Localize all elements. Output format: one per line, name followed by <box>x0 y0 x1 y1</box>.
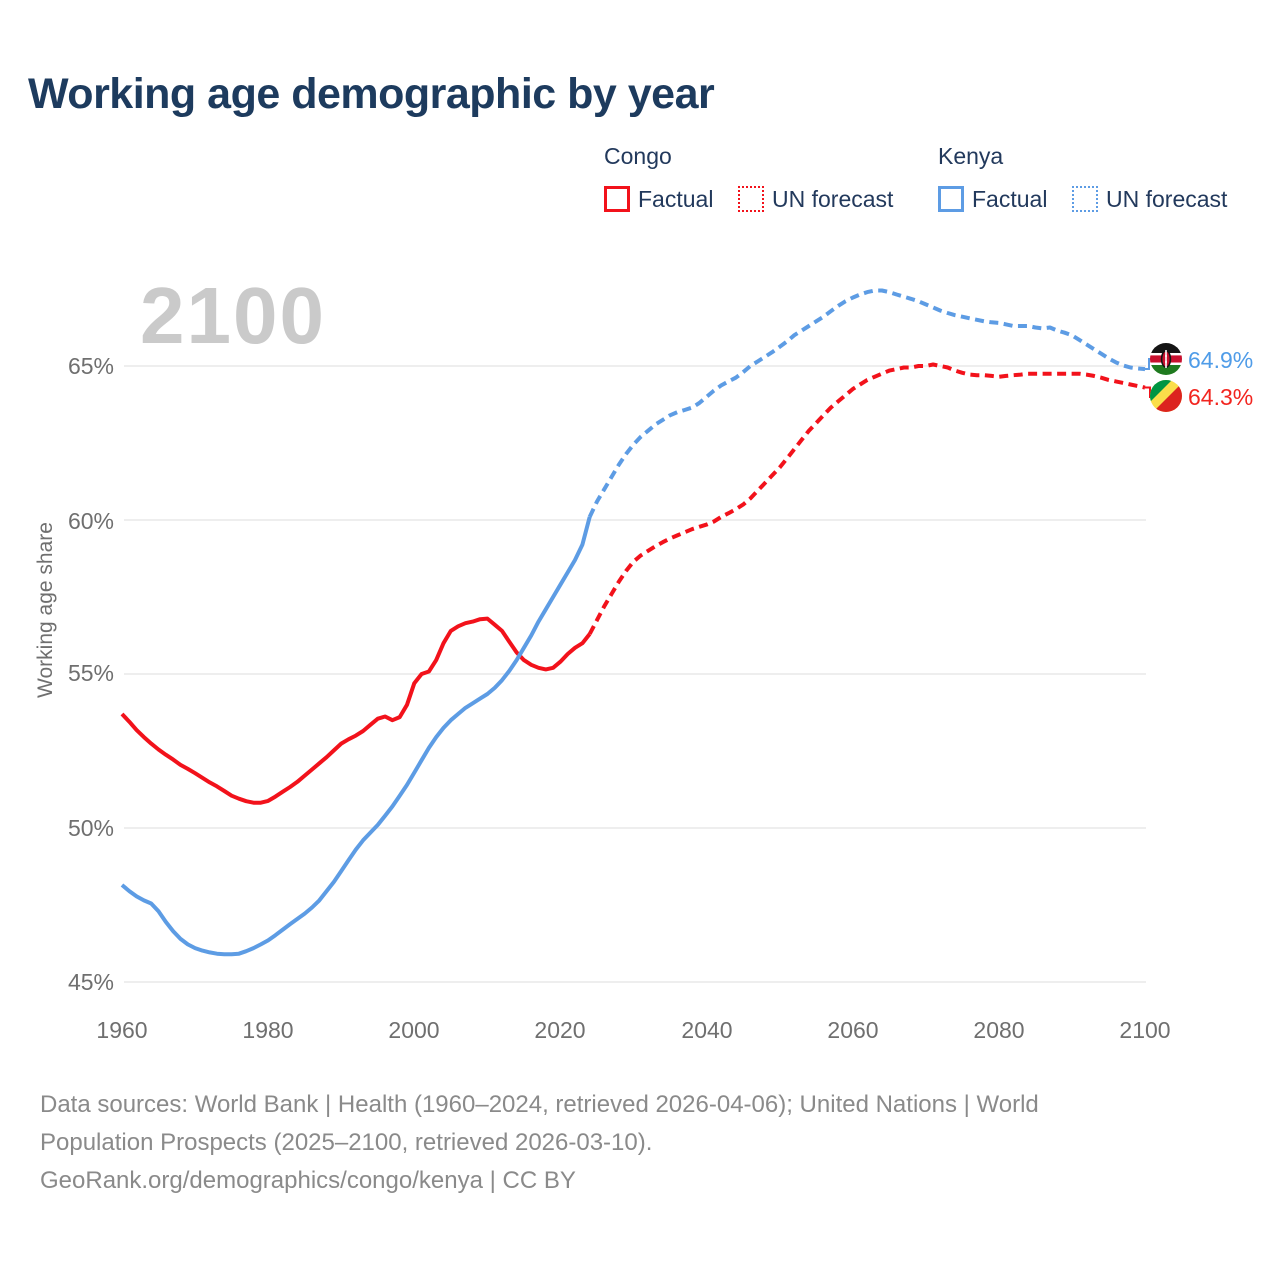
kenya-end-value-label: 64.9% <box>1188 347 1254 373</box>
congo-end-value-label: 64.3% <box>1188 384 1254 410</box>
x-tick-2100: 2100 <box>1119 1017 1171 1043</box>
y-tick-65: 65% <box>67 353 114 379</box>
kenya-flag-icon <box>1150 343 1182 375</box>
data-sources-line2: Population Prospects (2025–2100, retrieved 2026-03-10). <box>40 1129 653 1156</box>
attribution: GeoRank.org/demographics/congo/kenya | CC BY <box>40 1167 576 1194</box>
x-tick-1980: 1980 <box>242 1017 294 1043</box>
y-tick-60: 60% <box>67 508 114 534</box>
year-watermark: 2100 <box>140 271 326 360</box>
y-tick-55: 55% <box>67 660 114 686</box>
y-tick-50: 50% <box>67 815 114 841</box>
x-tick-2080: 2080 <box>973 1017 1025 1043</box>
y-tick-45: 45% <box>67 969 114 995</box>
kenya-forecast-line <box>590 291 1145 517</box>
congo-factual-line <box>122 619 590 803</box>
legend-kenya-factual-label: Factual <box>972 186 1048 212</box>
x-tick-2000: 2000 <box>388 1017 440 1043</box>
congo-forecast-line <box>590 365 1145 635</box>
gridlines <box>124 366 1146 982</box>
x-tick-2040: 2040 <box>681 1017 733 1043</box>
congo-flag-icon <box>1150 380 1182 412</box>
legend-group-congo: Congo <box>604 143 672 169</box>
page-title: Working age demographic by year <box>28 70 715 118</box>
data-sources-line1: Data sources: World Bank | Health (1960–2024, retrieved 2026-04-06); United Nations | World <box>40 1091 1039 1118</box>
legend-congo-forecast-label: UN forecast <box>772 186 894 212</box>
legend-group-kenya: Kenya <box>938 143 1004 169</box>
legend-congo-factual-label: Factual <box>638 186 714 212</box>
legend-kenya-forecast-label: UN forecast <box>1106 186 1228 212</box>
x-tick-1960: 1960 <box>96 1017 148 1043</box>
y-axis-title: Working age share <box>34 522 57 698</box>
x-tick-2020: 2020 <box>534 1017 586 1043</box>
footer <box>40 1086 1160 1200</box>
x-tick-2060: 2060 <box>827 1017 879 1043</box>
